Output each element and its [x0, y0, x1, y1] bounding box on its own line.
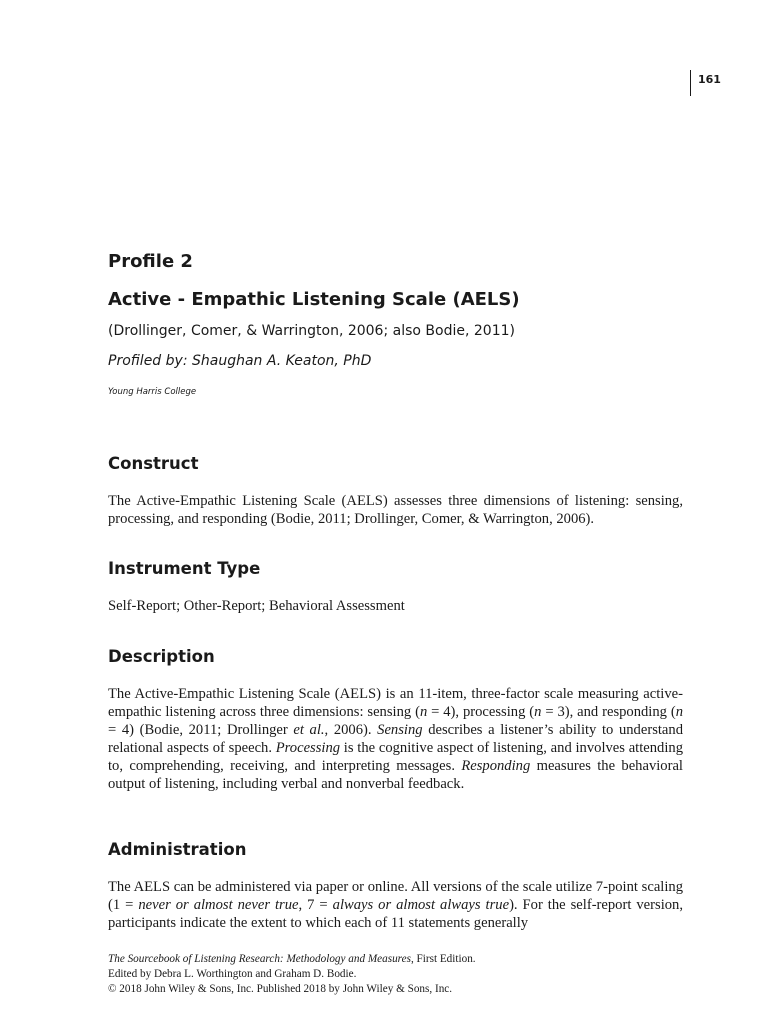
footer-copyright: © 2018 John Wiley & Sons, Inc. Published 2018 by John Wiley & Sons, Inc. — [108, 983, 453, 995]
description-text-3: = 3), and responding ( — [541, 704, 676, 720]
affiliation: Young Harris College — [108, 387, 197, 397]
construct-text: The Active-Empathic Listening Scale (AELS) assesses three dimensions of listening: sensing, processing, and responding (Bodie, 2011; Drollinger, Comer, & Warrington, 2006). — [108, 493, 683, 527]
description-text-7: is the cognitive aspect of listening, and involves attending to, comprehending, receiving, and interpreting messages. — [108, 740, 683, 774]
instrument-type-text: Self-Report; Other-Report; Behavioral Assessment — [108, 598, 405, 614]
administration-text-3: ). For the self-report version, participants indicate the extent to which each of 11 statements generally — [108, 897, 683, 931]
footer-editors: Edited by Debra L. Worthington and Graham D. Bodie. — [108, 968, 357, 980]
n-symbol-2: n — [534, 704, 542, 720]
footer-book-line — [108, 952, 476, 967]
description-text — [108, 685, 683, 793]
term-sensing: Sensing — [377, 722, 423, 738]
administration-text-1: The AELS can be administered via paper or online. All versions of the scale utilize 7-point scaling (1 = — [108, 879, 683, 913]
page-title: Active - Empathic Listening Scale (AELS) — [108, 289, 520, 310]
term-processing: Processing — [275, 740, 341, 756]
edition: , First Edition. — [410, 953, 476, 965]
profile-label: Profile 2 — [108, 251, 193, 272]
scale-anchor-never: never or almost never true — [138, 897, 299, 913]
description-text-4: = 4) (Bodie, 2011; Drollinger — [108, 722, 294, 738]
administration-heading: Administration — [108, 840, 247, 859]
description-text-1: The Active-Empathic Listening Scale (AELS) is an 11-item, three-factor scale measuring active-empathic listening across three dimensions: sensing ( — [108, 686, 683, 720]
book-title: The Sourcebook of Listening Research: Methodology and Measures — [108, 953, 411, 965]
page-number: 161 — [690, 70, 721, 96]
administration-text-2: , 7 = — [298, 897, 333, 913]
description-text-5: , 2006). — [324, 722, 378, 738]
description-heading: Description — [108, 647, 215, 666]
scale-anchor-always: always or almost always true — [332, 897, 510, 913]
profiled-by: Profiled by: Shaughan A. Keaton, PhD — [108, 353, 372, 369]
footer — [108, 952, 476, 997]
citation: (Drollinger, Comer, & Warrington, 2006; also Bodie, 2011) — [108, 323, 515, 339]
description-text-8: measures the behavioral output of listening, including verbal and nonverbal feedback. — [108, 758, 683, 792]
instrument-type-heading: Instrument Type — [108, 559, 261, 578]
description-text-6: describes a listener’s ability to understand relational aspects of speech. — [108, 722, 683, 756]
n-symbol-1: n — [419, 704, 428, 720]
et-al: et al. — [293, 722, 325, 738]
administration-text — [108, 878, 683, 932]
term-responding: Responding — [461, 758, 531, 774]
construct-heading: Construct — [108, 454, 199, 473]
n-symbol-3: n — [675, 704, 684, 720]
description-text-2: = 4), processing ( — [427, 704, 535, 720]
